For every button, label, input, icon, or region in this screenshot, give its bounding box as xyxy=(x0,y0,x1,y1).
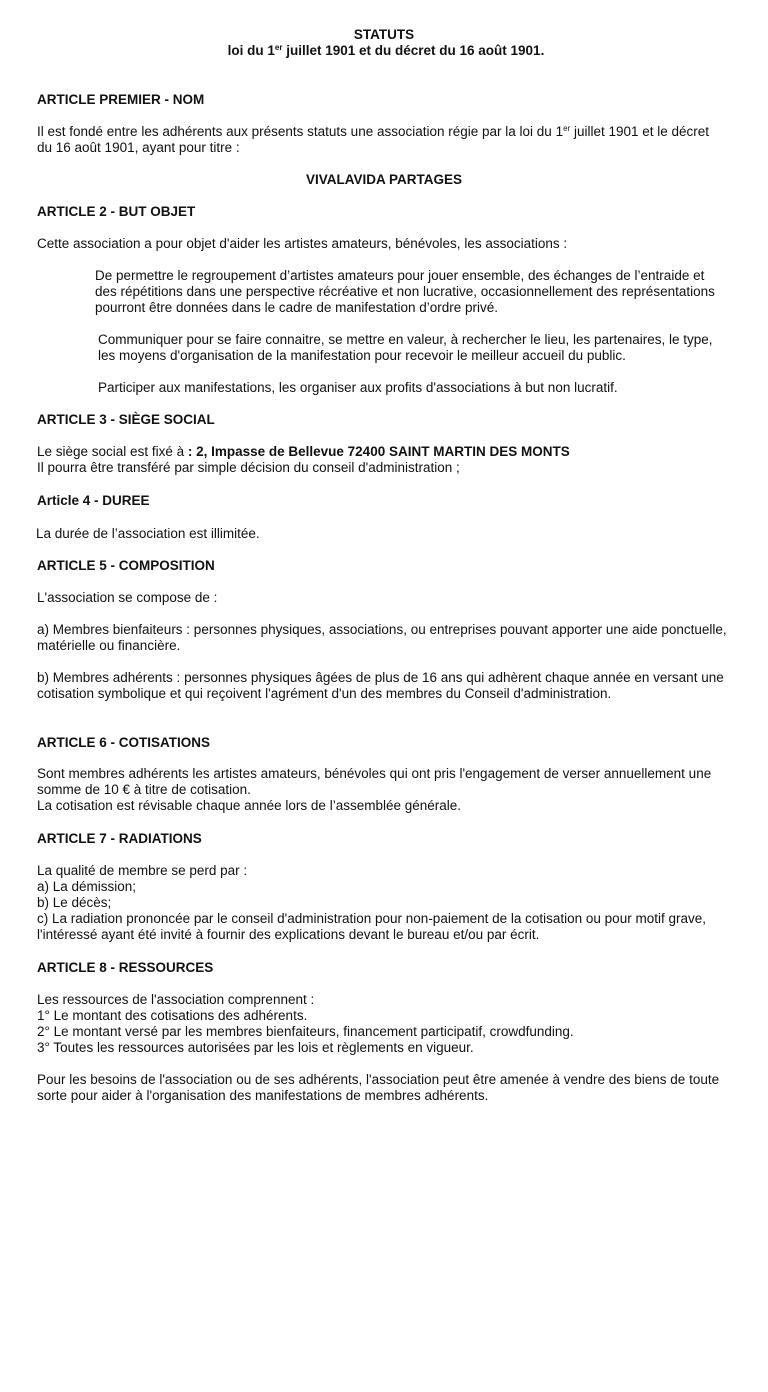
registered-address: : 2, Impasse de Bellevue 72400 SAINT MARTIN DES MONTS xyxy=(187,444,570,459)
article-5-intro: L'association se compose de : xyxy=(37,590,218,605)
article-7-item-a: a) La démission; xyxy=(37,879,137,894)
article-8-item-2: 2° Le montant versé par les membres bienfaiteurs, financement participatif, crowdfunding. xyxy=(37,1024,574,1039)
doc-title xyxy=(0,27,768,59)
article-4-heading: Article 4 - DUREE xyxy=(37,493,150,508)
title-line-2: loi du 1er juillet 1901 et du décret du 16 août 1901. xyxy=(227,43,545,58)
article-2-item-2: Communiquer pour se faire connaitre, se mettre en valeur, à rechercher le lieu, les partenaires, le type, les moyens d'organisation de la manifestation pour recevoir le meilleur accueil du public. xyxy=(98,332,713,363)
article-2-item-1: De permettre le regroupement d’artistes amateurs pour jouer ensemble, des échanges de l’entraide et des répétitions dans une perspective récréative et non lucrative, occasionnellement des représentations pourront être données dans le cadre de manifestation d’ordre privé. xyxy=(95,268,715,315)
article-6-paragraph-1: Sont membres adhérents les artistes amateurs, bénévoles qui ont pris l'engagement de verser annuellement une somme de 10 € à titre de cotisation. xyxy=(37,766,712,797)
article-5-item-b: b) Membres adhérents : personnes physiques âgées de plus de 16 ans qui adhèrent chaque année en versant une cotisation symbolique et qui reçoivent l'agrément d'un des membres du Conseil d'administration. xyxy=(37,670,724,701)
article-7-item-c: c) La radiation prononcée par le conseil d'administration pour non-paiement de la cotisation ou pour motif grave, l'intéressé ayant été invité à fournir des explications devant le bureau et/ou par écrit. xyxy=(37,911,706,942)
article-5-item-a: a) Membres bienfaiteurs : personnes physiques, associations, ou entreprises pouvant apporter une aide ponctuelle, matérielle ou financière. xyxy=(37,622,727,653)
association-name: VIVALAVIDA PARTAGES xyxy=(305,172,462,187)
article-8-paragraph: Pour les besoins de l'association ou de ses adhérents, l'association peut être amenée à vendre des biens de toute sorte pour aider à l'organisation des manifestations de membres adhérents. xyxy=(37,1072,720,1103)
article-1-heading: ARTICLE PREMIER - NOM xyxy=(37,92,205,107)
article-2-intro: Cette association a pour objet d'aider les artistes amateurs, bénévoles, les associations : xyxy=(37,236,568,251)
article-8-item-1: 1° Le montant des cotisations des adhérents. xyxy=(37,1008,308,1023)
article-7-intro: La qualité de membre se perd par : xyxy=(37,863,248,878)
article-8-item-3: 3° Toutes les ressources autorisées par les lois et règlements en vigueur. xyxy=(37,1040,474,1055)
article-8-intro: Les ressources de l'association comprennent : xyxy=(37,992,315,1007)
title-line-1: STATUTS xyxy=(353,27,415,42)
article-5-heading: ARTICLE 5 - COMPOSITION xyxy=(37,558,215,573)
article-6-heading: ARTICLE 6 - COTISATIONS xyxy=(37,735,211,750)
article-7-heading: ARTICLE 7 - RADIATIONS xyxy=(37,831,202,846)
article-3-heading: ARTICLE 3 - SIÈGE SOCIAL xyxy=(37,412,215,427)
article-4-paragraph: La durée de l’association est illimitée. xyxy=(36,526,260,541)
article-3-transfer-line: Il pourra être transféré par simple décision du conseil d'administration ; xyxy=(37,460,460,475)
article-1-paragraph: Il est fondé entre les adhérents aux présents statuts une association régie par la loi du 1er juillet 1901 et le décret du 16 août 1901, ayant pour titre : xyxy=(37,124,710,155)
article-8-heading: ARTICLE 8 - RESSOURCES xyxy=(37,960,214,975)
article-6-paragraph-2: La cotisation est révisable chaque année lors de l’assemblée générale. xyxy=(37,798,462,813)
article-2-heading: ARTICLE 2 - BUT OBJET xyxy=(37,204,196,219)
article-2-item-3: Participer aux manifestations, les organiser aux profits d'associations à but non lucratif. xyxy=(98,380,618,395)
article-3-address-line: Le siège social est fixé à : 2, Impasse de Bellevue 72400 SAINT MARTIN DES MONTS xyxy=(37,444,570,459)
article-7-item-b: b) Le décès; xyxy=(37,895,112,910)
